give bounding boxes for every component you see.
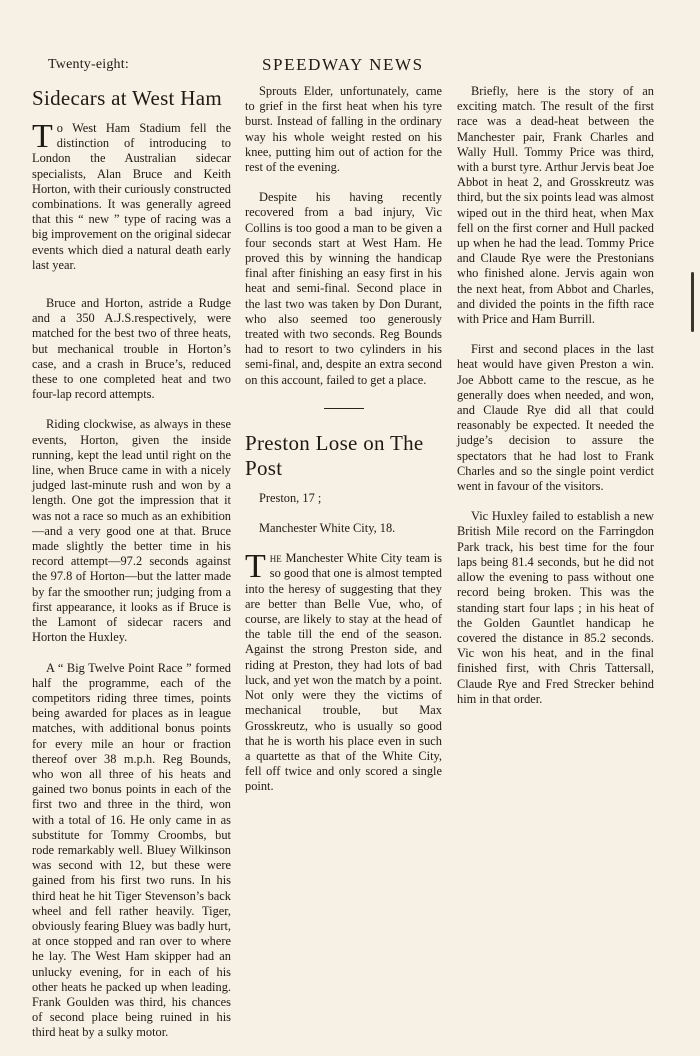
binding-mark	[691, 272, 694, 332]
article1-paragraph-6: Despite his having recently recovered from a bad injury, Vic Collins is too good a man to be given a four seconds start at West Ham. He proved this by winning the handicap final after finishing an easy first in his heat and semi-final. Second place in the last two was taken by Don Durant, who also seemed too generously treated with two seconds. Reg Bounds had to resort to two cylinders in his semi-final, and, despite an extra second on this account, failed to get a place.	[245, 190, 442, 387]
running-title: SPEEDWAY NEWS	[262, 55, 424, 74]
drop-cap: T	[32, 118, 53, 155]
article-headline-sidecars: Sidecars at West Ham	[32, 86, 222, 110]
score-line-manchester: Manchester White City, 18.	[259, 521, 396, 536]
article2-paragraph-3: First and second places in the last heat would have given Preston a win. Joe Abbott came to the rescue, as he generally does when needed, and won, and Claude Rye did all that could reasonably be expected. It needed the judge’s decision to assure the spectators that he had lost to Frank Charles and so the single point verdict went in favour of the visitors.	[457, 342, 654, 494]
article2-paragraph-1-text: Manchester White City team is so good that one is almost tempted into the heresy of suggesting that they are better than Belle Vue, who, of course, are likely to stay at the head of the table till the end of the season. Against the strong Preston side, and riding at Preston, they had lots of bad luck, and yet won the match by a point. Not only were they the victims of mechanical trouble, but Max Grosskreutz, who is usually so good that he is worth his place even in such a quartette as that of the White City, fell off twice and only scored a single point.	[245, 551, 442, 794]
section-divider	[324, 408, 364, 409]
column-3	[457, 84, 654, 722]
article1-paragraph-3: Riding clockwise, as always in these events, Horton, given the inside running, kept the lead until right on the line, when Bruce came in with a nicely judged last-minute rush and won by a length. One got the impression that it was not a race so much as an exhibition—and a very good one at that. Bruce made slightly the better time in his record attempt—97.2 seconds against the 97.8 of Horton—but the latter made by far the smoother run; judging from a first appearance, it looks as if Bruce is the Lamont of sidecar racers and Horton the Huxley.	[32, 417, 231, 645]
page-number: Twenty-eight:	[48, 57, 129, 72]
column-2	[245, 84, 442, 810]
article2-paragraph-1	[245, 548, 442, 794]
article2-paragraph-4: Vic Huxley failed to establish a new British Mile record on the Farringdon Park track, his best time for the four laps being 81.4 seconds, but he did not allow the evening to pass without one record being broken. This was the standing start four laps ; in his heat of the Golden Gauntlet handicap he covered the distance in 85.2 seconds. Vic won his heat, and in the final finished first, with Chris Tattersall, Claude Rye and Fred Strecker behind him in that order.	[457, 509, 654, 706]
article1-paragraph-5: Sprouts Elder, unfortunately, came to grief in the first heat when his tyre burst. Instead of falling in the ordinary way his whole weight rested on his knee, putting him out of action for the rest of the evening.	[245, 84, 442, 175]
score-line-preston: Preston, 17 ;	[259, 490, 322, 505]
article1-paragraph-1	[32, 118, 231, 273]
article1-paragraph-4: A “ Big Twelve Point Race ” formed half the programme, each of the competitors riding three times, points being awarded for places as in league matches, with additional bonus points for every mile an hour or fraction thereof over 38 m.p.h. Reg Bounds, who won all three of his heats and gained two bonus points in each of the first two and three in the third, won with a total of 16. He only came in as substitute for Tommy Croombs, but rode remarkably well. Bluey Wilkinson was second with 12, but these were gained from his first two runs. In his third heat he hit Tiger Stevenson’s back wheel and fell rather heavily. Tiger, obviously fearing Bluey was badly hurt, at once stopped and ran over to where he lay. The West Ham skipper had an unlucky evening, for in each of his other heats he packed up when leading. Frank Goulden was third, his chances of second place being ruined in his third heat by a sulky motor.	[32, 660, 231, 1040]
drop-cap: T	[245, 548, 266, 586]
small-caps-lead: he	[269, 551, 282, 566]
article1-paragraph-2: Bruce and Horton, astride a Rudge and a 350 A.J.S.respectively, were matched for the best two of three heats, but mechanical trouble in Horton’s case, and a crash in Bruce’s, reduced these to one completed heat and two four-lap record attempts.	[32, 296, 231, 402]
article1-paragraph-1-text: o West Ham Stadium fell the distinction of introducing to London the Australian sidecar specialists, Alan Bruce and Keith Horton, with their curiously constructed combinations. It was generally agreed that this “ new ” type of racing was a big improvement on the original sidecar events which died a natural death early last year.	[32, 121, 231, 272]
article2-paragraph-2: Briefly, here is the story of an exciting match. The result of the first race was a dead-heat between the Manchester pair, Frank Charles and Wally Hull. Tommy Price was third, with a burst tyre. Arthur Jervis beat Joe Abbot in heat 2, and Grosskreutz was third, but the six points lead was almost wiped out in the third heat, when Max fell on the first corner and Hull packed up when he had the lead. Tommy Price and Claude Rye were the Prestonians who finished alone. Jervis again won the next heat, from Abbot and Charles, and divided the points in the fifth race with Price and Ham Burrill.	[457, 84, 654, 327]
article-headline-preston: Preston Lose on The Post	[245, 430, 424, 480]
column-1	[32, 84, 231, 1056]
